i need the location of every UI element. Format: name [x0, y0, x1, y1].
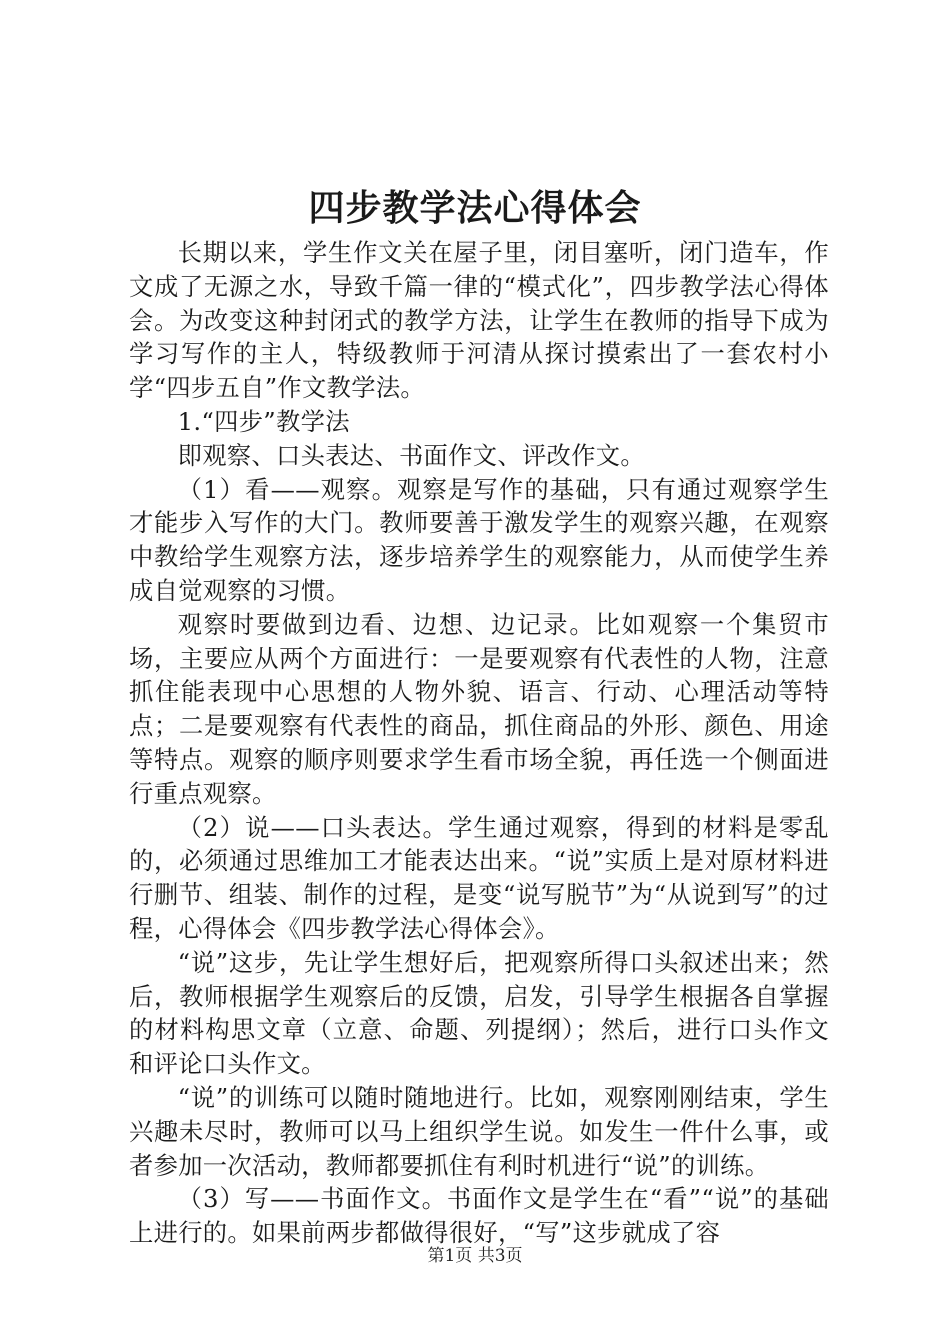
section-heading: 1.“四步”教学法: [177, 406, 350, 436]
page-footer: 第1页 共3页: [427, 1246, 523, 1266]
paragraph: （3）写——书面作文。书面作文是学生在“看”“说”的基础上进行的。如果前两步都做得很好，“写”这步就成了容: [129, 1184, 829, 1248]
document-title: 四步教学法心得体会: [308, 187, 642, 229]
paragraph: 长期以来，学生作文关在屋子里，闭目塞听，闭门造车，作文成了无源之水，导致千篇一律的“模式化”，四步教学法心得体会。为改变这种封闭式的教学方法，让学生在教师的指导下成为学习写作的主人，特级教师于河清从探讨摸索出了一套农村小学“四步五自”作文教学法。: [129, 238, 829, 403]
paragraph: 观察时要做到边看、边想、边记录。比如观察一个集贸市场，主要应从两个方面进行：一是要观察有代表性的人物，注意抓住能表现中心思想的人物外貌、语言、行动、心理活动等特点；二是要观察有代表性的商品，抓住商品的外形、颜色、用途等特点。观察的顺序则要求学生看市场全貌，再任选一个侧面进行重点观察。: [129, 609, 829, 808]
paragraph: “说”的训练可以随时随地进行。比如，观察刚刚结束，学生兴趣未尽时，教师可以马上组织学生说。如发生一件什么事，或者参加一次活动，教师都要抓住有利时机进行“说”的训练。: [129, 1082, 829, 1180]
paragraph: 即观察、口头表达、书面作文、评改作文。: [177, 440, 645, 470]
document-body: [129, 236, 829, 1250]
paragraph: （2）说——口头表达。学生通过观察，得到的材料是零乱的，必须通过思维加工才能表达出来。“说”实质上是对原材料进行删节、组装、制作的过程，是变“说写脱节”为“从说到写”的过程，心得体会《四步教学法心得体会》。: [129, 812, 829, 943]
paragraph: （1）看——观察。观察是写作的基础，只有通过观察学生才能步入写作的大门。教师要善于激发学生的观察兴趣，在观察中教给学生观察方法，逐步培养学生的观察能力，从而使学生养成自觉观察的习惯。: [129, 474, 829, 605]
paragraph: “说”这步，先让学生想好后，把观察所得口头叙述出来；然后，教师根据学生观察后的反馈，启发，引导学生根据各自掌握的材料构思文章（立意、命题、列提纲）；然后，进行口头作文和评论口头作文。: [129, 947, 829, 1079]
